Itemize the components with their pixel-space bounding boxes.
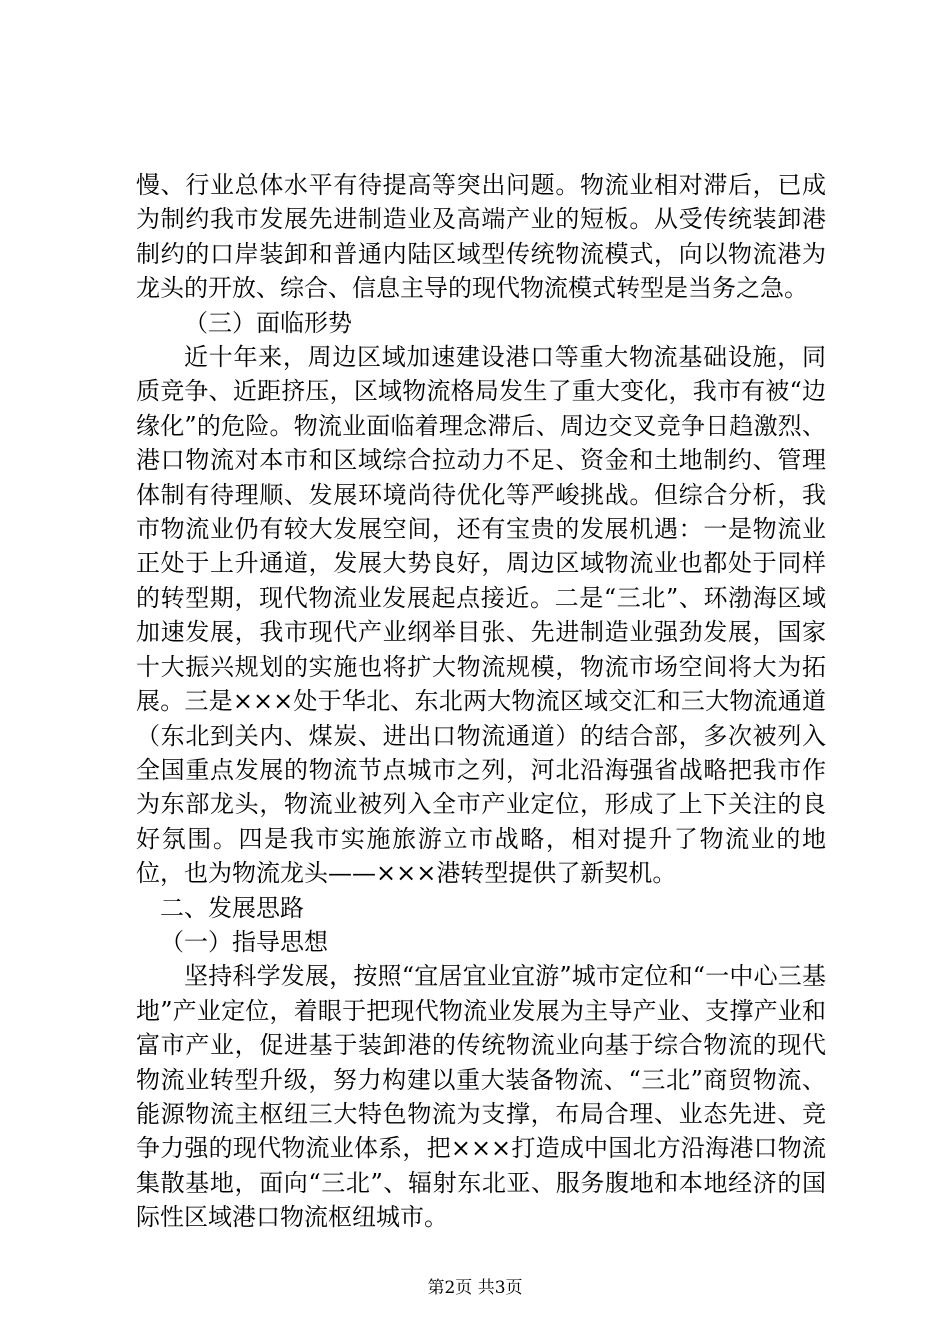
- paragraph-guiding-thought: 坚持科学发展，按照“宜居宜业宜游”城市定位和“一中心三基地”产业定位，着眼于把现代物流业发展为主导产业、支撑产业和富市产业，促进基于装卸港的传统物流业向基于综合物流的现代物流业转型升级，努力构建以重大装备物流、“三北”商贸物流、能源物流主枢纽三大特色物流为支撑，布局合理、业态先进、竞争力强的现代物流业体系，把×××打造成中国北方沿海港口物流集散基地，面向“三北”、辐射东北亚、服务腹地和本地经济的国际性区域港口物流枢纽城市。: [136, 962, 826, 1232]
- section-heading-development-ideas: 二、发展思路: [160, 893, 304, 922]
- document-body: [136, 168, 826, 1235]
- page-number-label: 第2页 共3页: [427, 1278, 523, 1298]
- paragraph-facing-situation: 近十年来，周边区域加速建设港口等重大物流基础设施，同质竞争、近距挤压，区域物流格局发生了重大变化，我市有被“边缘化”的危险。物流业面临着理念滞后、周边交叉竞争日趋激烈、港口物流对本市和区域综合拉动力不足、资金和土地制约、管理体制有待理顺、发展环境尚待优化等严峻挑战。但综合分析，我市物流业仍有较大发展空间，还有宝贵的发展机遇：一是物流业正处于上升通道，发展大势良好，周边区域物流业也都处于同样的转型期，现代物流业发展起点接近。二是“三北”、环渤海区域加速发展，我市现代产业纲举目张、先进制造业强劲发展，国家十大振兴规划的实施也将扩大物流规模，物流市场空间将大为拓展。三是×××处于华北、东北两大物流区域交汇和三大物流通道（东北到关内、煤炭、进出口物流通道）的结合部，多次被列入全国重点发展的物流节点城市之列，河北沿海强省战略把我市作为东部龙头，物流业被列入全市产业定位，形成了上下关注的良好氛围。四是我市实施旅游立市战略，相对提升了物流业的地位，也为物流龙头——×××港转型提供了新契机。: [136, 343, 826, 888]
- section-heading-guiding-thought: （一）指导思想: [160, 927, 328, 956]
- page-footer: [0, 1276, 950, 1300]
- section-heading-facing-situation: （三）面临形势: [184, 308, 352, 337]
- paragraph-continuation: 慢、行业总体水平有待提高等突出问题。物流业相对滞后，已成为制约我市发展先进制造业及高端产业的短板。从受传统装卸港制约的口岸装卸和普通内陆区域型传统物流模式，向以物流港为龙头的开放、综合、信息主导的现代物流模式转型是当务之急。: [136, 171, 826, 303]
